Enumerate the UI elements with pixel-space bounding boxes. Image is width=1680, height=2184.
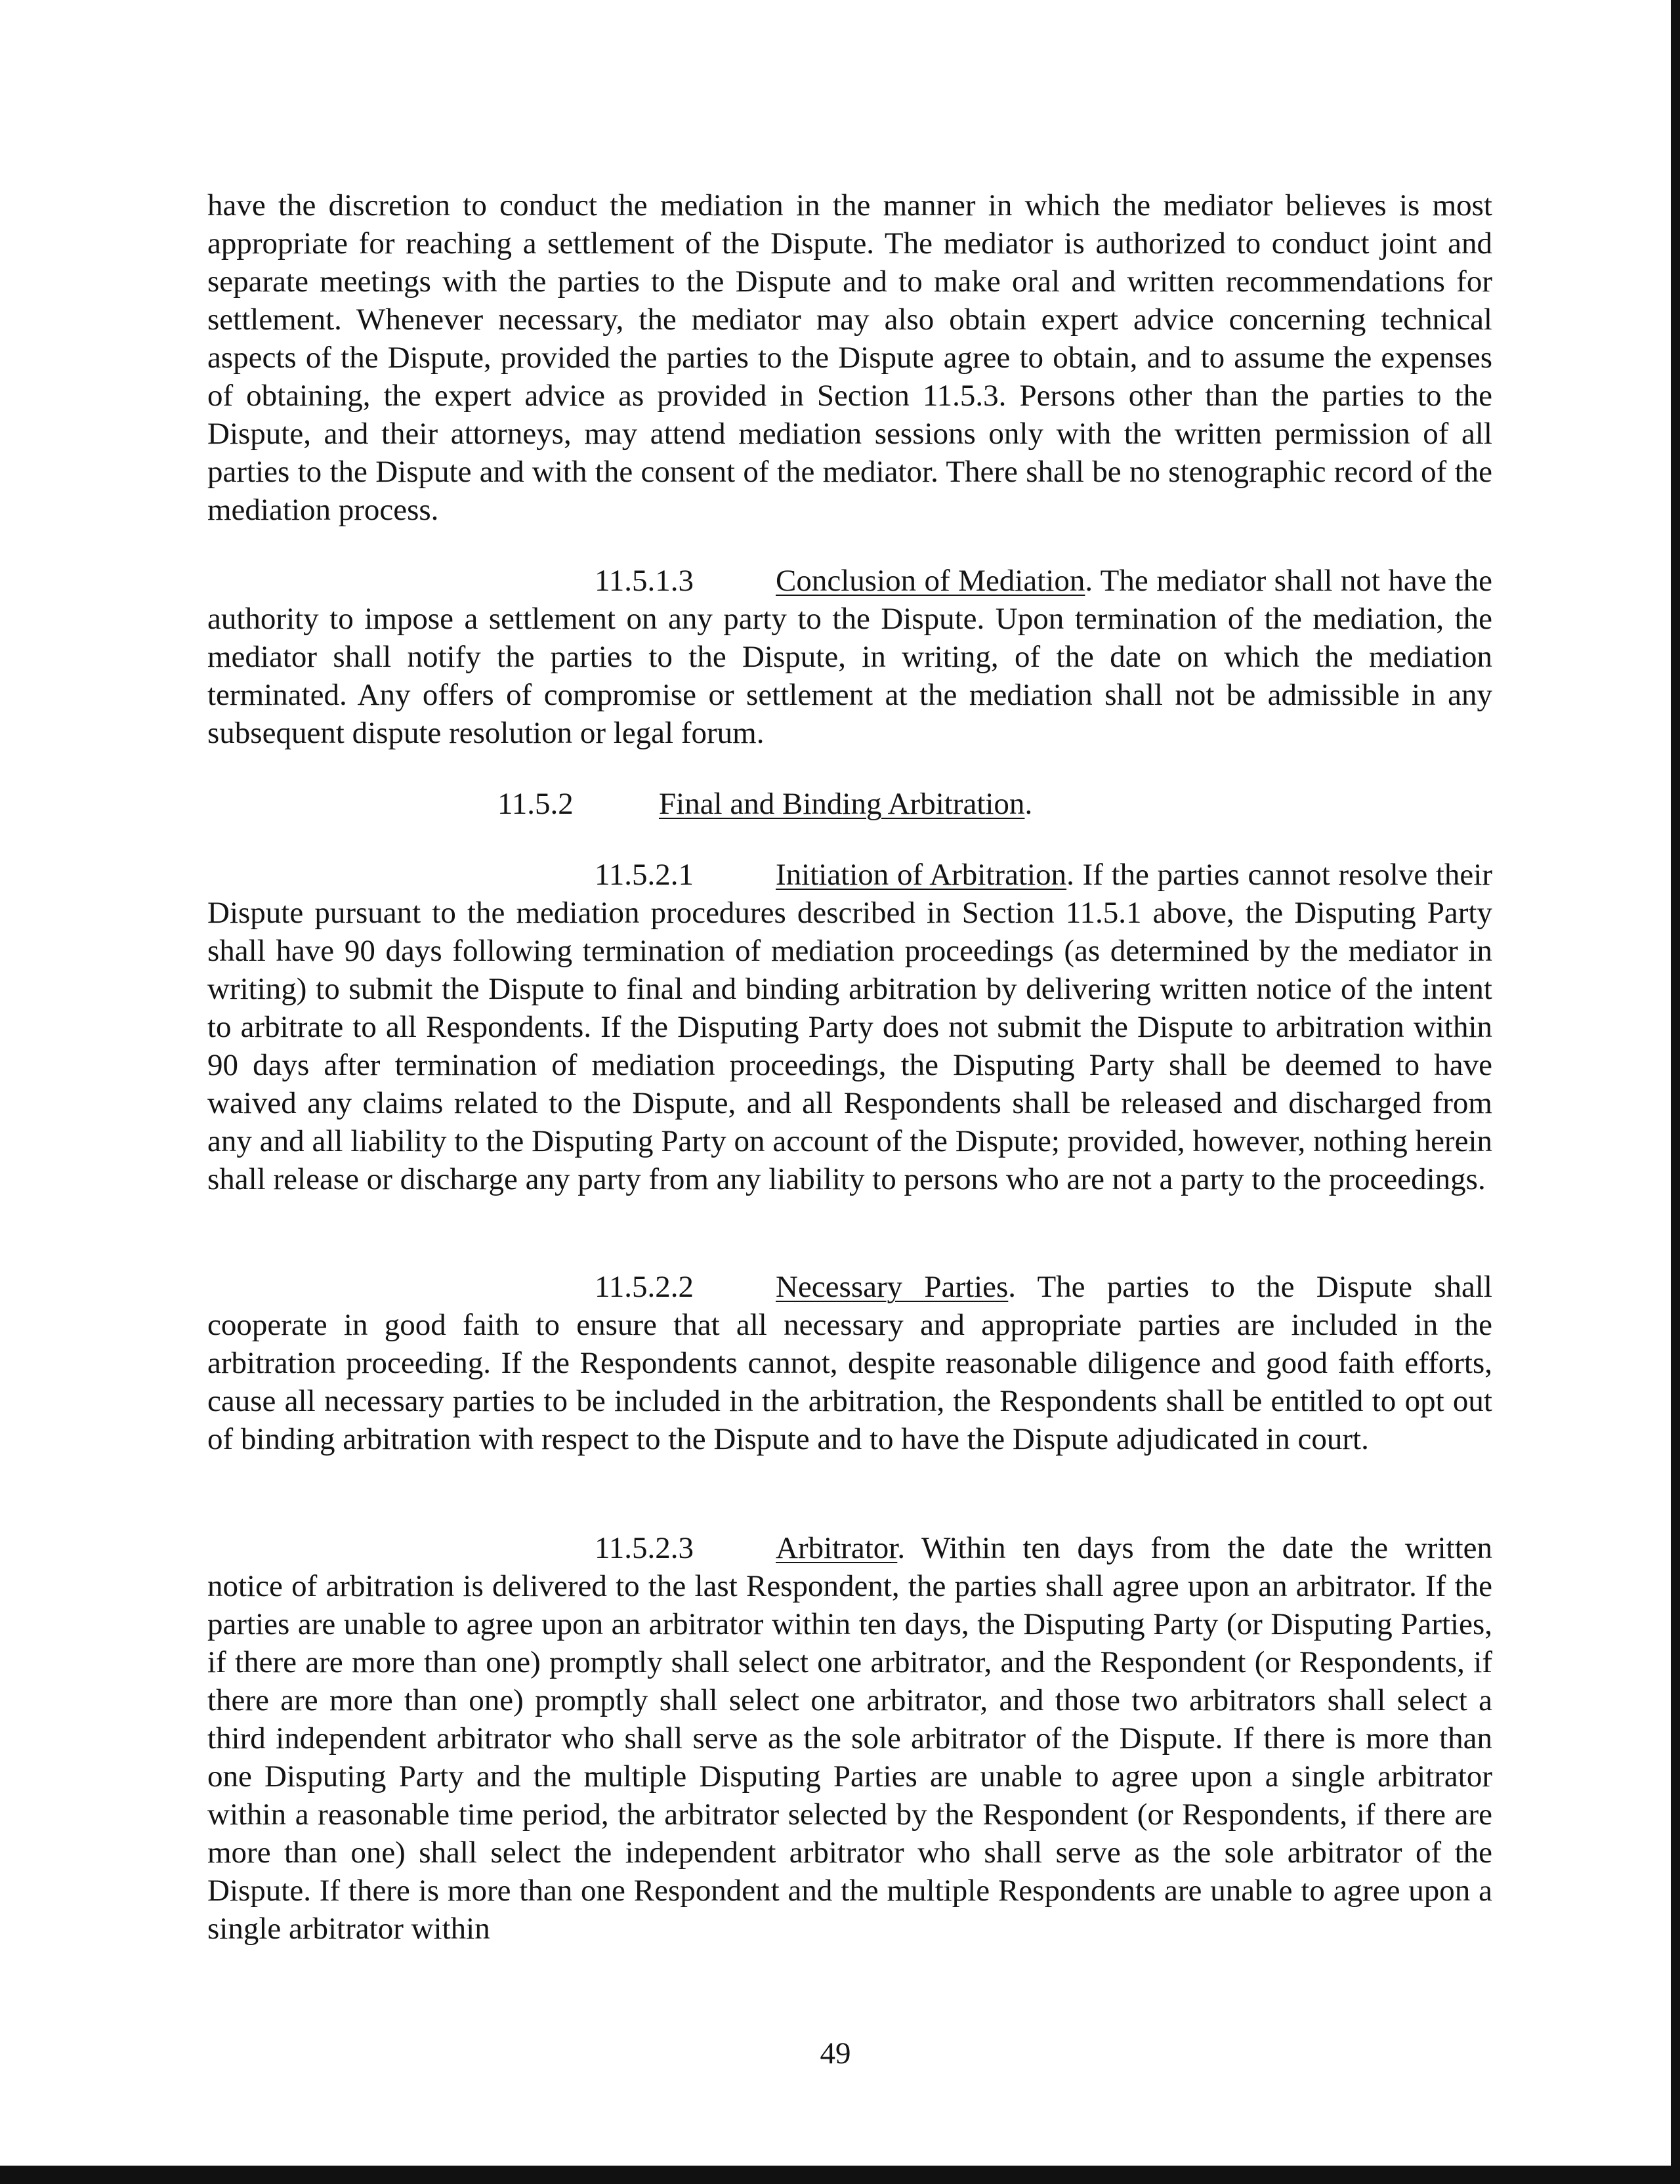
section-title: Initiation of Arbitration (776, 858, 1067, 892)
section-title: Necessary Parties (776, 1270, 1009, 1304)
section-number: 11.5.2.1 (595, 858, 694, 892)
paragraph-mediation-discretion (207, 186, 1492, 529)
section-title: Final and Binding Arbitration (659, 787, 1025, 821)
section-number: 11.5.2.3 (595, 1531, 694, 1565)
section-body: . (1024, 787, 1033, 821)
section-body: . Within ten days from the date the written notice of arbitration is delivered to the last Respondent, the parties shall agree upon an arbitrator. If the parties are unable to agree upon an arbitrator within ten days, the Disputing Party (or Disputing Parties, if there are more than one) promptly shall select one arbitrator, and the Respondent (or Respondents, if there are more than one) promptly shall select one arbitrator, and those two arbitrators shall select a third independent arbitrator who shall serve as the sole arbitrator of the Dispute. If there is more than one Disputing Party and the multiple Disputing Parties are unable to agree upon a single arbitrator within a reasonable time period, the arbitrator selected by the Respondent (or Respondents, if there are more than one) shall select the independent arbitrator who shall serve as the sole arbitrator of the Dispute. If there is more than one Respondent and the multiple Respondents are unable to agree upon a single arbitrator within (207, 1531, 1492, 1946)
page-number: 49 (820, 2036, 851, 2070)
paragraph-text: have the discretion to conduct the mediation in the manner in which the mediator believes is most appropriate for reaching a settlement of the Dispute. The mediator is authorized to conduct joint and separate meetings with the parties to the Dispute and to make oral and written recommendations for settlement. Whenever necessary, the mediator may also obtain expert advice concerning technical aspects of the Dispute, provided the parties to the Dispute agree to obtain, and to assume the expenses of obtaining, the expert advice as provided in Section 11.5.3. Persons other than the parties to the Dispute, and their attorneys, may attend mediation sessions only with the written permission of all parties to the Dispute and with the consent of the mediator. There shall be no stenographic record of the mediation process. (207, 188, 1492, 527)
section-11-5-1-3 (207, 562, 1492, 752)
section-11-5-2-3 (207, 1529, 1492, 1948)
section-11-5-2 (207, 785, 1492, 823)
section-number: 11.5.1.3 (595, 564, 694, 598)
section-number: 11.5.2 (497, 787, 574, 821)
section-title: Arbitrator (776, 1531, 898, 1565)
section-11-5-2-1 (207, 856, 1492, 1198)
section-number: 11.5.2.2 (595, 1270, 694, 1304)
section-title: Conclusion of Mediation (776, 564, 1085, 598)
section-body: . The mediator shall not have the authority to impose a settlement on any party to the Dispute. Upon termination of the mediation, the mediator shall notify the parties to the Dispute, in writing, of the date on which the mediation terminated. Any offers of compromise or settlement at the mediation shall not be admissible in any subsequent dispute resolution or legal forum. (207, 564, 1492, 750)
section-body: . The parties to the Dispute shall cooperate in good faith to ensure that all necessary and appropriate parties are included in the arbitration proceeding. If the Respondents cannot, despite reasonable diligence and good faith efforts, cause all necessary parties to be included in the arbitration, the Respondents shall be entitled to opt out of binding arbitration with respect to the Dispute and to have the Dispute adjudicated in court. (207, 1270, 1492, 1456)
section-body: . If the parties cannot resolve their Dispute pursuant to the mediation procedures described in Section 11.5.1 above, the Disputing Party shall have 90 days following termination of mediation proceedings (as determined by the mediator in writing) to submit the Dispute to final and binding arbitration by delivering written notice of the intent to arbitrate to all Respondents. If the Disputing Party does not submit the Dispute to arbitration within 90 days after termination of mediation proceedings, the Disputing Party shall be deemed to have waived any claims related to the Dispute, and all Respondents shall be released and discharged from any and all liability to the Disputing Party on account of the Dispute; provided, however, nothing herein shall release or discharge any party from any liability to persons who are not a party to the proceedings. (207, 858, 1492, 1196)
section-11-5-2-2 (207, 1268, 1492, 1458)
